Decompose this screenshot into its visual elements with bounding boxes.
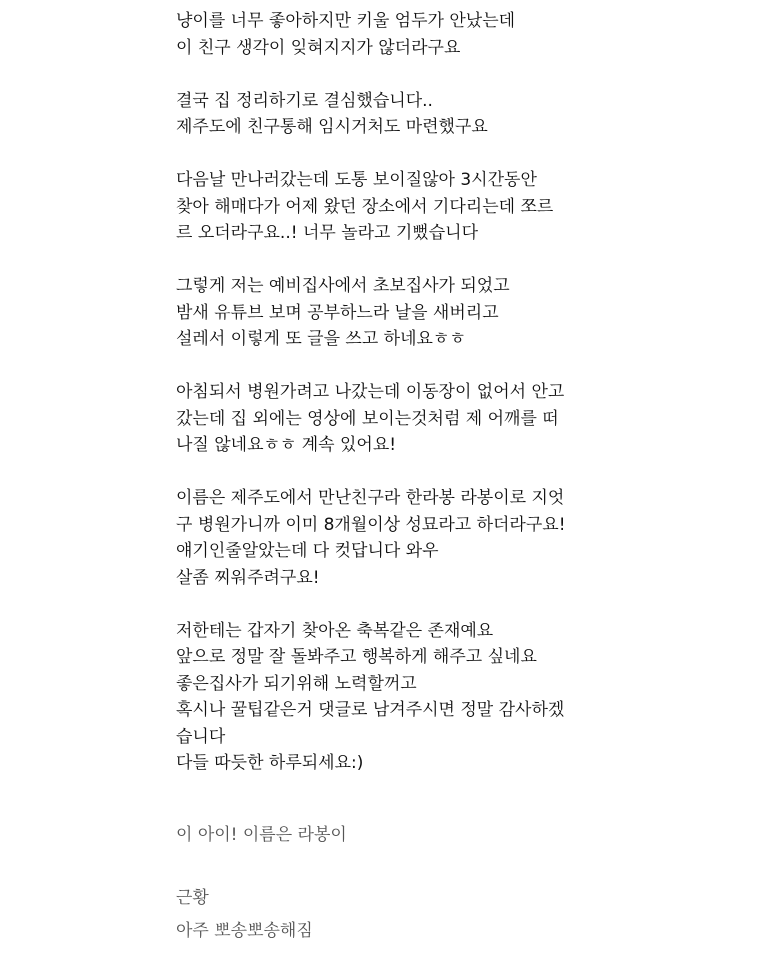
post-body xyxy=(176,8,756,803)
text-line: 찾아 해매다가 어제 왔던 장소에서 기다리는데 쪼르 xyxy=(176,196,554,217)
text-line: 아침되서 병원가려고 나갔는데 이동장이 없어서 안고 xyxy=(176,382,565,402)
text-line: 다음날 만나러갔는데 도통 보이질않아 3시간동안 xyxy=(176,170,537,190)
paragraph xyxy=(176,167,756,247)
paragraph xyxy=(176,88,756,141)
paragraph xyxy=(176,379,756,459)
paragraph xyxy=(176,485,756,591)
text-line: 이 친구 생각이 잊혀지지가 않더라구요 xyxy=(176,37,461,58)
text-line: 다들 따듯한 하루되세요:) xyxy=(176,753,364,773)
photo-caption: 이 아이! 이름은 라봉이 xyxy=(176,825,347,845)
post-tail xyxy=(176,822,736,948)
update-label: 근황 xyxy=(176,888,209,908)
paragraph xyxy=(176,618,756,777)
text-line: 그렇게 저는 예비집사에서 초보집사가 되었고 xyxy=(176,276,510,296)
text-line: 냥이를 너무 좋아하지만 키울 엄두가 안났는데 xyxy=(176,11,516,31)
text-line: 좋은집사가 되기위해 노력할꺼고 xyxy=(176,673,417,694)
text-line: 이름은 제주도에서 만난친구라 한라봉 라봉이로 지엇 xyxy=(176,488,565,508)
text-line: 갔는데 집 외에는 영상에 보이는것처럼 제 어깨를 떠 xyxy=(176,408,559,429)
text-line: 결국 집 정리하기로 결심했습니다.. xyxy=(176,90,433,111)
paragraph xyxy=(176,273,756,353)
text-line: 습니다 xyxy=(176,726,226,747)
text-line: 살좀 찌워주려구요! xyxy=(176,567,320,588)
text-line: 저한테는 갑자기 찾아온 축복같은 존재예요 xyxy=(176,620,494,641)
text-line: 나질 않네요ㅎㅎ 계속 있어요! xyxy=(176,435,397,455)
text-line: 혹시나 꿀팁같은거 댓글로 남겨주시면 정말 감사하겠 xyxy=(176,700,565,720)
text-line: 설레서 이렇게 또 글을 쓰고 하네요ㅎㅎ xyxy=(176,329,466,349)
text-line: 제주도에 친구통해 임시거처도 마련했구요 xyxy=(176,117,488,137)
update-text: 아주 뽀송뽀송해짐 xyxy=(176,921,313,941)
text-line: 르 오더라구요..! 너무 놀라고 기뻤습니다 xyxy=(176,223,478,243)
text-line: 구 병원가니까 이미 8개월이상 성묘라고 하더라구요! xyxy=(176,514,566,535)
text-line: 얘기인줄알았는데 다 컷답니다 와우 xyxy=(176,541,439,561)
text-line: 앞으로 정말 잘 돌봐주고 행복하게 해주고 싶네요 xyxy=(176,647,537,667)
paragraph xyxy=(176,8,756,61)
text-line: 밤새 유튜브 보며 공부하느라 날을 새버리고 xyxy=(176,302,499,323)
